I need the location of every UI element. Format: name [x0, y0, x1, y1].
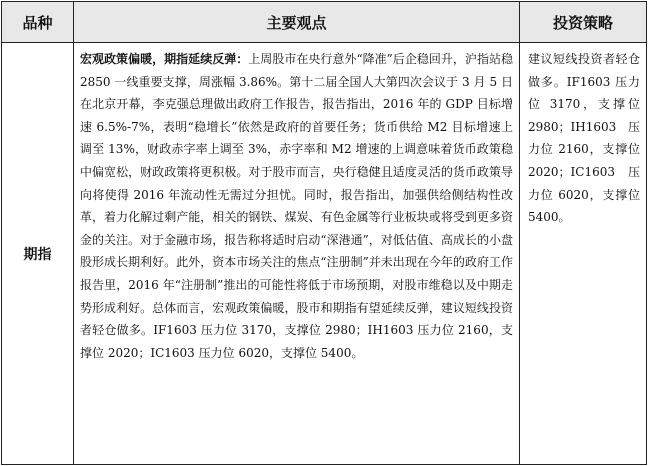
strategy-cell: 建议短线投资者轻仓做多。IF1603 压力位 3170，支撑位 2980；IH1603 压力位 2160，支撑位 2020；IC1603 压力位 6020，支撑位 5400。 — [520, 43, 647, 465]
table-row — [2, 43, 647, 465]
header-strategy: 投资策略 — [520, 2, 647, 43]
header-row — [2, 2, 647, 43]
header-category: 品种 — [2, 2, 74, 43]
view-body: 上周股市在央行意外“降准”后企稳回升，沪指站稳 2850 一线重要支撑，周涨幅 3.86%。第十二届全国人大第四次会议于 3 月 5 日在北京开幕，李克强总理做出政府工作报告，报告指出，2016 年的 GDP 目标增速 6.5%-7%，表明“稳增长”依然是政府的首要任务；货币供给 M2 目标增速上调至 13%，财政赤字率上调至 3%，赤字率和 M2 增速的上调意味着货币政策稳中偏宽松，财政政策将更积极。对于股市而言，央行稳健且适度灵活的货币政策导向将使得 2016 年流动性无需过分担忧。同时，报告指出，加强供给侧结构性改革，着力化解过剩产能，相关的钢铁、煤炭、有色金属等行业板块或将受到更多资金的关注。对于金融市场，报告称将适时启动“深港通”，对低估值、高成长的小盘股形成长期利好。此外，资本市场关注的焦点“注册制”并未出现在今年的政府工作报告里，2016 年“注册制”推出的可能性将低于市场预期，对股市维稳以及中期走势形成利好。总体而言，宏观政策偏暖，股市和期指有望延续反弹，建议短线投资者轻仓做多。IF1603 压力位 3170，支撑位 2980；IH1603 压力位 2160，支撑位 2020；IC1603 压力位 6020，支撑位 5400。 — [80, 52, 513, 360]
category-cell: 期指 — [2, 43, 74, 465]
header-main-view: 主要观点 — [74, 2, 520, 43]
view-lead: 宏观政策偏暖，期指延续反弹： — [80, 52, 249, 66]
strategy-table — [1, 1, 647, 465]
main-view-cell — [74, 43, 520, 465]
